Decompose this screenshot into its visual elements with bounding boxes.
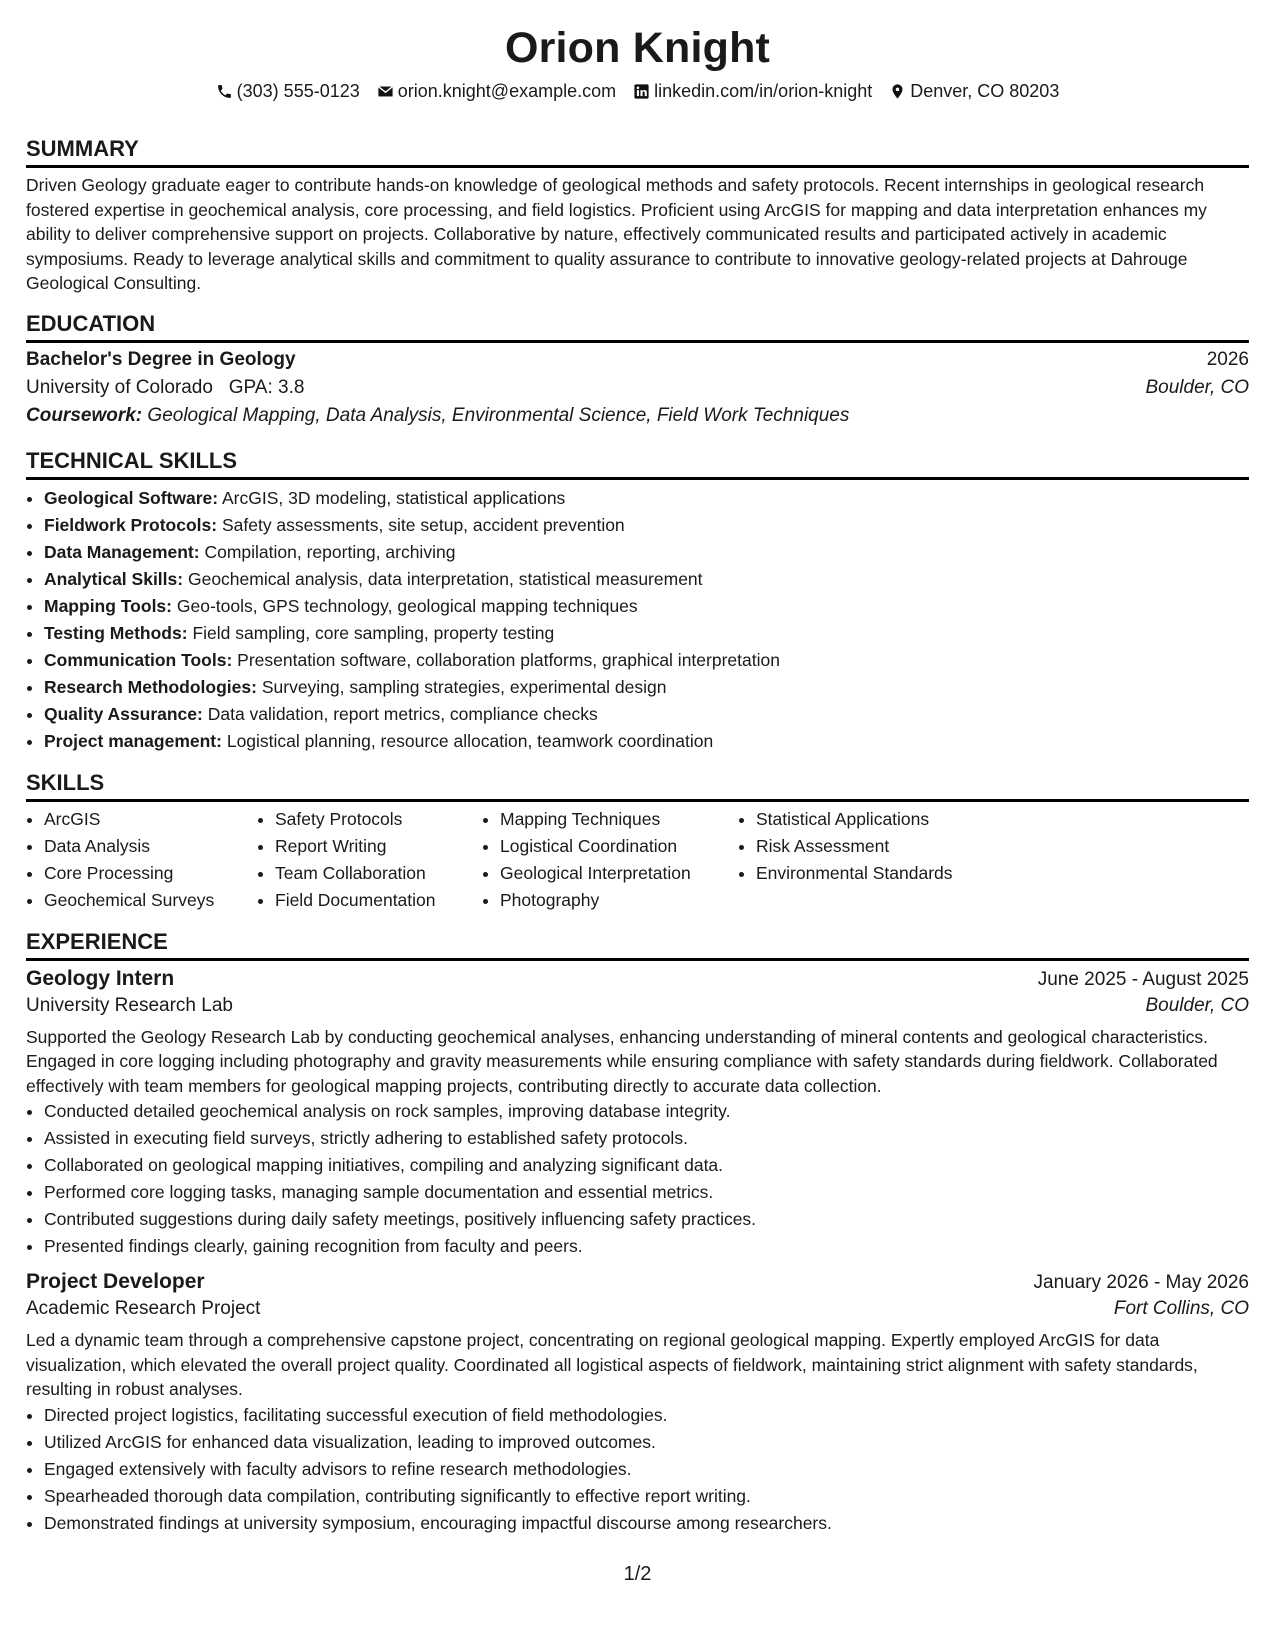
job-bullets <box>26 1098 1249 1260</box>
page-number: 1/2 <box>623 1563 652 1585</box>
technical-skill-label: Fieldwork Protocols: <box>44 514 218 535</box>
technical-skill-label: Research Methodologies: <box>44 676 257 697</box>
summary-heading: SUMMARY <box>26 135 1249 168</box>
job-location: Fort Collins, CO <box>1113 1298 1249 1319</box>
job-bullet: • Collaborated on geological mapping initiatives, compiling and analyzing significant data. <box>44 1152 1249 1179</box>
resume-page <box>26 0 1249 1537</box>
job-bullet: • Directed project logistics, facilitating successful execution of field methodologies. <box>44 1402 1249 1429</box>
gpa: GPA: 3.8 <box>228 376 305 398</box>
education-heading: EDUCATION <box>26 310 1249 343</box>
job-dates: June 2025 - August 2025 <box>1037 968 1249 990</box>
job-header <box>26 967 1249 991</box>
technical-skill-item <box>44 728 1249 755</box>
job-bullet: • Engaged extensively with faculty advisors to refine research methodologies. <box>44 1456 1249 1483</box>
job-subheader <box>26 1298 1249 1320</box>
technical-skill-item <box>44 485 1249 512</box>
technical-skill-item <box>44 566 1249 593</box>
skill-item: • Logistical Coordination <box>500 833 738 860</box>
job-bullet: • Contributed suggestions during daily safety meetings, positively influencing safety practices. <box>44 1206 1249 1233</box>
skill-item: • Core Processing <box>44 860 257 887</box>
skills-column <box>738 806 1016 914</box>
map-pin-icon <box>889 83 906 100</box>
skill-item: • Geological Interpretation <box>500 860 738 887</box>
job-entry <box>26 1270 1249 1537</box>
skills-column <box>257 806 482 914</box>
skill-item: • Geochemical Surveys <box>44 887 257 914</box>
school-name: University of Colorado <box>26 376 213 398</box>
technical-skill-item <box>44 647 1249 674</box>
skill-item: • Environmental Standards <box>756 860 1016 887</box>
job-description: Led a dynamic team through a comprehensive capstone project, concentrating on regional geological mapping. Expertly employed ArcGIS for data visualization, which elevated the overall project quality. Coordinated all logistical aspects of fieldwork, maintaining strict alignment with safety standards, resulting in robust analyses. <box>26 1330 1198 1399</box>
contact-linkedin[interactable] <box>633 79 872 103</box>
experience-heading: EXPERIENCE <box>26 928 1249 961</box>
skill-item: • Safety Protocols <box>275 806 482 833</box>
technical-skills-heading: TECHNICAL SKILLS <box>26 447 1249 480</box>
technical-skill-text: Presentation software, collaboration platforms, graphical interpretation <box>237 649 780 670</box>
phone-text: (303) 555-0123 <box>236 81 360 101</box>
email-link[interactable]: orion.knight@example.com <box>397 81 617 101</box>
technical-skill-label: Quality Assurance: <box>44 703 203 724</box>
technical-skill-label: Project management: <box>44 730 222 751</box>
skill-item: • Field Documentation <box>275 887 482 914</box>
job-bullet: • Utilized ArcGIS for enhanced data visualization, leading to improved outcomes. <box>44 1429 1249 1456</box>
technical-skill-label: Communication Tools: <box>44 649 233 670</box>
job-title: Project Developer <box>26 1270 205 1293</box>
job-header <box>26 1270 1249 1294</box>
skill-item: • Photography <box>500 887 738 914</box>
technical-skill-text: Surveying, sampling strategies, experimental design <box>261 676 667 697</box>
linkedin-link[interactable]: linkedin.com/in/orion-knight <box>654 81 873 101</box>
summary-section <box>26 135 1249 296</box>
job-list <box>26 967 1249 1537</box>
school-line <box>26 377 304 399</box>
coursework-text: Geological Mapping, Data Analysis, Environmental Science, Field Work Techniques <box>147 404 850 426</box>
coursework-label: Coursework: <box>26 404 143 426</box>
technical-skills-list <box>26 485 1249 755</box>
technical-skill-label: Data Management: <box>44 541 200 562</box>
skill-item: • Risk Assessment <box>756 833 1016 860</box>
job-location: Boulder, CO <box>1145 994 1249 1016</box>
technical-skill-item <box>44 620 1249 647</box>
skill-item: • Report Writing <box>275 833 482 860</box>
phone-icon <box>216 83 233 100</box>
job-title: Geology Intern <box>26 966 175 990</box>
job-bullets <box>26 1402 1249 1537</box>
coursework-line <box>26 405 1249 427</box>
job-entry <box>26 967 1249 1261</box>
skills-heading: SKILLS <box>26 769 1249 802</box>
skill-item: • Statistical Applications <box>756 806 1016 833</box>
education-section <box>26 310 1249 427</box>
job-dates: January 2026 - May 2026 <box>1033 1272 1249 1293</box>
contact-bar <box>26 79 1249 103</box>
technical-skill-label: Testing Methods: <box>44 622 188 643</box>
job-bullet: • Demonstrated findings at university symposium, encouraging impactful discourse among researchers. <box>44 1510 1249 1537</box>
skills-section <box>26 769 1249 914</box>
skill-item: • ArcGIS <box>44 806 257 833</box>
linkedin-icon <box>633 83 650 100</box>
technical-skill-item <box>44 512 1249 539</box>
envelope-icon <box>377 83 394 100</box>
contact-email[interactable] <box>377 79 616 103</box>
technical-skills-section <box>26 447 1249 755</box>
skill-item: • Mapping Techniques <box>500 806 738 833</box>
technical-skill-text: Safety assessments, site setup, accident prevention <box>221 514 625 535</box>
job-organization: University Research Lab <box>26 994 233 1016</box>
job-description: Supported the Geology Research Lab by conducting geochemical analyses, enhancing understanding of mineral contents and geological characteristics. Engaged in core logging including photography and gravity measurements while ensuring compliance with safety standards during fieldwork. Collaborated effectively with team members for geological mapping projects, contributing directly to accurate data collection. <box>26 1026 1218 1096</box>
technical-skill-label: Mapping Tools: <box>44 595 172 616</box>
technical-skill-text: ArcGIS, 3D modeling, statistical applications <box>221 487 566 508</box>
technical-skill-text: Field sampling, core sampling, property testing <box>192 622 555 643</box>
contact-phone <box>216 79 360 103</box>
technical-skill-item <box>44 701 1249 728</box>
skill-item: • Data Analysis <box>44 833 257 860</box>
skills-grid <box>26 806 1249 914</box>
location-text: Denver, CO 80203 <box>910 81 1060 101</box>
skills-column <box>26 806 257 914</box>
technical-skill-item <box>44 674 1249 701</box>
job-subheader <box>26 995 1249 1017</box>
degree-title: Bachelor's Degree in Geology <box>26 348 296 370</box>
technical-skill-text: Compilation, reporting, archiving <box>204 541 456 562</box>
education-row-1 <box>26 349 1249 371</box>
job-bullet: • Performed core logging tasks, managing sample documentation and essential metrics. <box>44 1179 1249 1206</box>
technical-skill-text: Geochemical analysis, data interpretation, statistical measurement <box>187 568 703 589</box>
job-bullet: • Conducted detailed geochemical analysis on rock samples, improving database integrity. <box>44 1098 1249 1125</box>
skills-column <box>482 806 738 914</box>
school-location: Boulder, CO <box>1145 376 1249 398</box>
technical-skill-label: Analytical Skills: <box>44 568 184 589</box>
education-row-2 <box>26 377 1249 399</box>
skill-item: • Team Collaboration <box>275 860 482 887</box>
job-organization: Academic Research Project <box>26 1298 261 1319</box>
contact-location <box>889 79 1059 103</box>
technical-skill-text: Data validation, report metrics, compliance checks <box>207 703 598 724</box>
technical-skill-text: Logistical planning, resource allocation, teamwork coordination <box>226 730 714 751</box>
technical-skill-item <box>44 593 1249 620</box>
summary-text: Driven Geology graduate eager to contribute hands-on knowledge of geological methods and safety protocols. Recent internships in geological research fostered expertise in geochemical analysis, core processing, and field logistics. Proficient using ArcGIS for mapping and data interpretation enhances my ability to deliver comprehensive support on projects. Collaborative by nature, effectively communicated results and participated actively in academic symposiums. Ready to leverage analytical skills and commitment to quality assurance to contribute to innovative geology-related projects at Dahrouge Geological Consulting. <box>26 175 1207 293</box>
technical-skill-label: Geological Software: <box>44 487 219 508</box>
job-bullet: • Assisted in executing field surveys, strictly adhering to established safety protocols. <box>44 1125 1249 1152</box>
experience-section <box>26 928 1249 1537</box>
job-bullet: • Presented findings clearly, gaining recognition from faculty and peers. <box>44 1233 1249 1260</box>
technical-skill-text: Geo-tools, GPS technology, geological mapping techniques <box>176 595 638 616</box>
candidate-name: Orion Knight <box>504 24 771 72</box>
graduation-year: 2026 <box>1206 348 1249 370</box>
job-bullet: • Spearheaded thorough data compilation, contributing significantly to effective report writing. <box>44 1483 1249 1510</box>
technical-skill-item <box>44 539 1249 566</box>
